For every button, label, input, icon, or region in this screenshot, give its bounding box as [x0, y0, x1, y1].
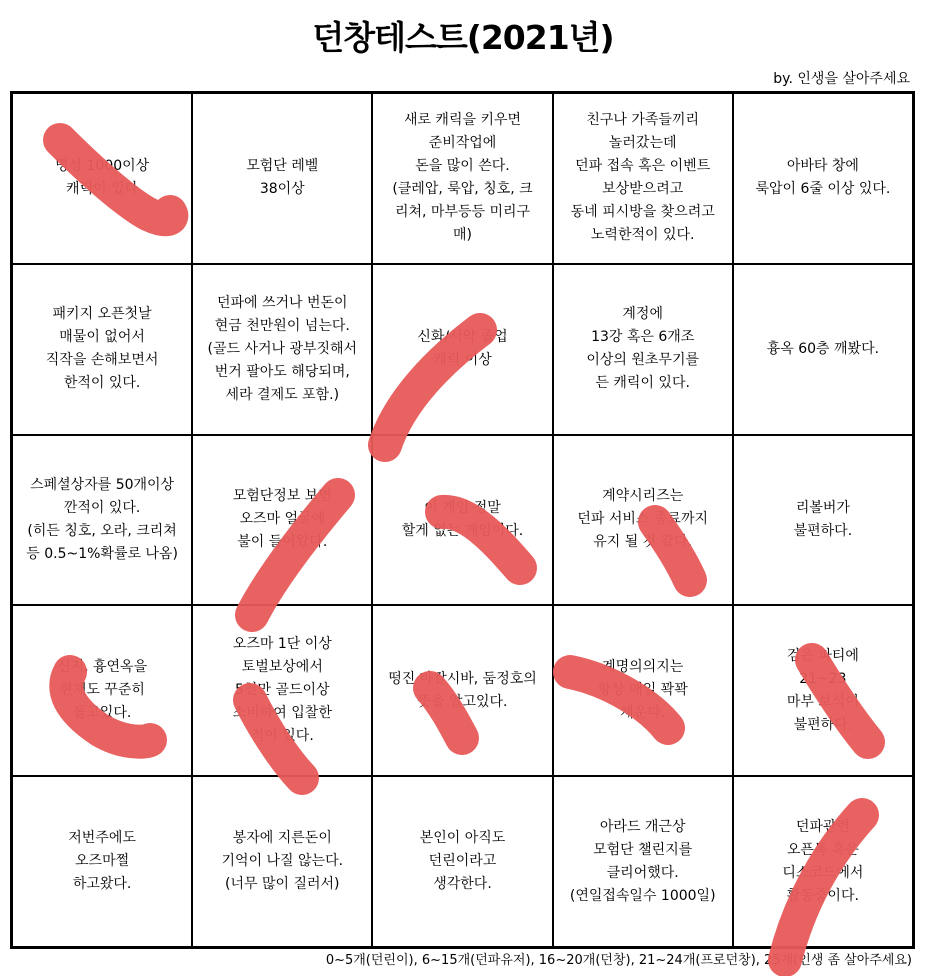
bingo-cell[interactable]: 신화/서약 졸업 캐릭 이상 [372, 264, 552, 435]
bingo-cell[interactable]: 새로 캐릭을 키우면 준비작업에 돈을 많이 쓴다. (클레압, 룩압, 칭호, 크 리쳐, 마부등등 미리구 매) [372, 93, 552, 264]
bingo-cell[interactable]: 모험단정보 보면 오즈마 얼굴에 불이 들어왔다. [192, 435, 372, 606]
bingo-cell[interactable]: 검은 파티에 21~23 마부 보석이 불편하다. [733, 605, 913, 776]
bingo-grid [10, 91, 915, 949]
bingo-cell[interactable]: 친구나 가족들끼리 놀러갔는데 던파 접속 혹은 이벤트 보상받으려고 동네 피시방을 찾으려고 노력한적이 있다. [553, 93, 733, 264]
score-legend: 0~5개(던린이), 6~15개(던파유저), 16~20개(던창), 21~24개(프로던창), 25개(인생 좀 살아주세요) [325, 953, 912, 968]
bingo-cell[interactable]: 계약시리즈는 던파 서비스 종료까지 유지 될 것 같다. [553, 435, 733, 606]
bingo-cell[interactable]: 저번주에도 오즈마쩔 하고왔다. [12, 776, 192, 947]
bingo-cell[interactable]: 던파에 쓰거나 번돈이 현금 천만원이 넘는다. (골드 사거나 광부짓해서 번거 팔아도 해당되며, 세라 결제도 포함.) [192, 264, 372, 435]
bingo-cell[interactable]: 떵진 바칼시바, 둠정호의 뜻을 알고있다. [372, 605, 552, 776]
bingo-cell[interactable]: 흉옥 60층 깨봤다. [733, 264, 913, 435]
bingo-cell[interactable]: 계명의의지는 항상 매일 꽉꽉 채운다. [553, 605, 733, 776]
bingo-cell[interactable]: 모험단 레벨 38이상 [192, 93, 372, 264]
bingo-cell[interactable]: 아바타 창에 룩압이 6줄 이상 있다. [733, 93, 913, 264]
bingo-cell[interactable]: 던파관련 오픈톡 혹은 디스코드에서 활동중이다. [733, 776, 913, 947]
byline: by. 인생을 살아주세요 [773, 71, 910, 87]
bingo-cell[interactable]: 신지, 흉연옥을 현재도 꾸준히 돌고있다. [12, 605, 192, 776]
bingo-cell[interactable]: 이 게임 정말 할게 없는 게임이다. [372, 435, 552, 606]
bingo-cell[interactable]: 계정에 13강 혹은 6개조 이상의 원초무기를 든 캐릭이 있다. [553, 264, 733, 435]
bingo-cell[interactable]: 패키지 오픈첫날 매물이 없어서 직작을 손해보면서 한적이 있다. [12, 264, 192, 435]
bingo-cell[interactable]: 오즈마 1단 이상 토벌보상에서 5천만 골드이상 소비하여 입찰한 적이 있다. [192, 605, 372, 776]
bingo-cell[interactable]: 리볼버가 불편하다. [733, 435, 913, 606]
bingo-cell[interactable]: 스페셜상자를 50개이상 깐적이 있다. (히든 칭호, 오라, 크리쳐 등 0.5~1%확률로 나옴) [12, 435, 192, 606]
bingo-cell[interactable]: 본인이 아직도 던린이라고 생각한다. [372, 776, 552, 947]
bingo-cell[interactable]: 봉자에 지른돈이 기억이 나질 않는다. (너무 많이 질러서) [192, 776, 372, 947]
bingo-cell[interactable]: 명성 1000이상 캐릭이 있다 [12, 93, 192, 264]
page-title: 던창테스트(2021년) [312, 18, 614, 57]
bingo-cell[interactable]: 아라드 개근상 모험단 챌린지를 클리어했다. (연일접속일수 1000일) [553, 776, 733, 947]
